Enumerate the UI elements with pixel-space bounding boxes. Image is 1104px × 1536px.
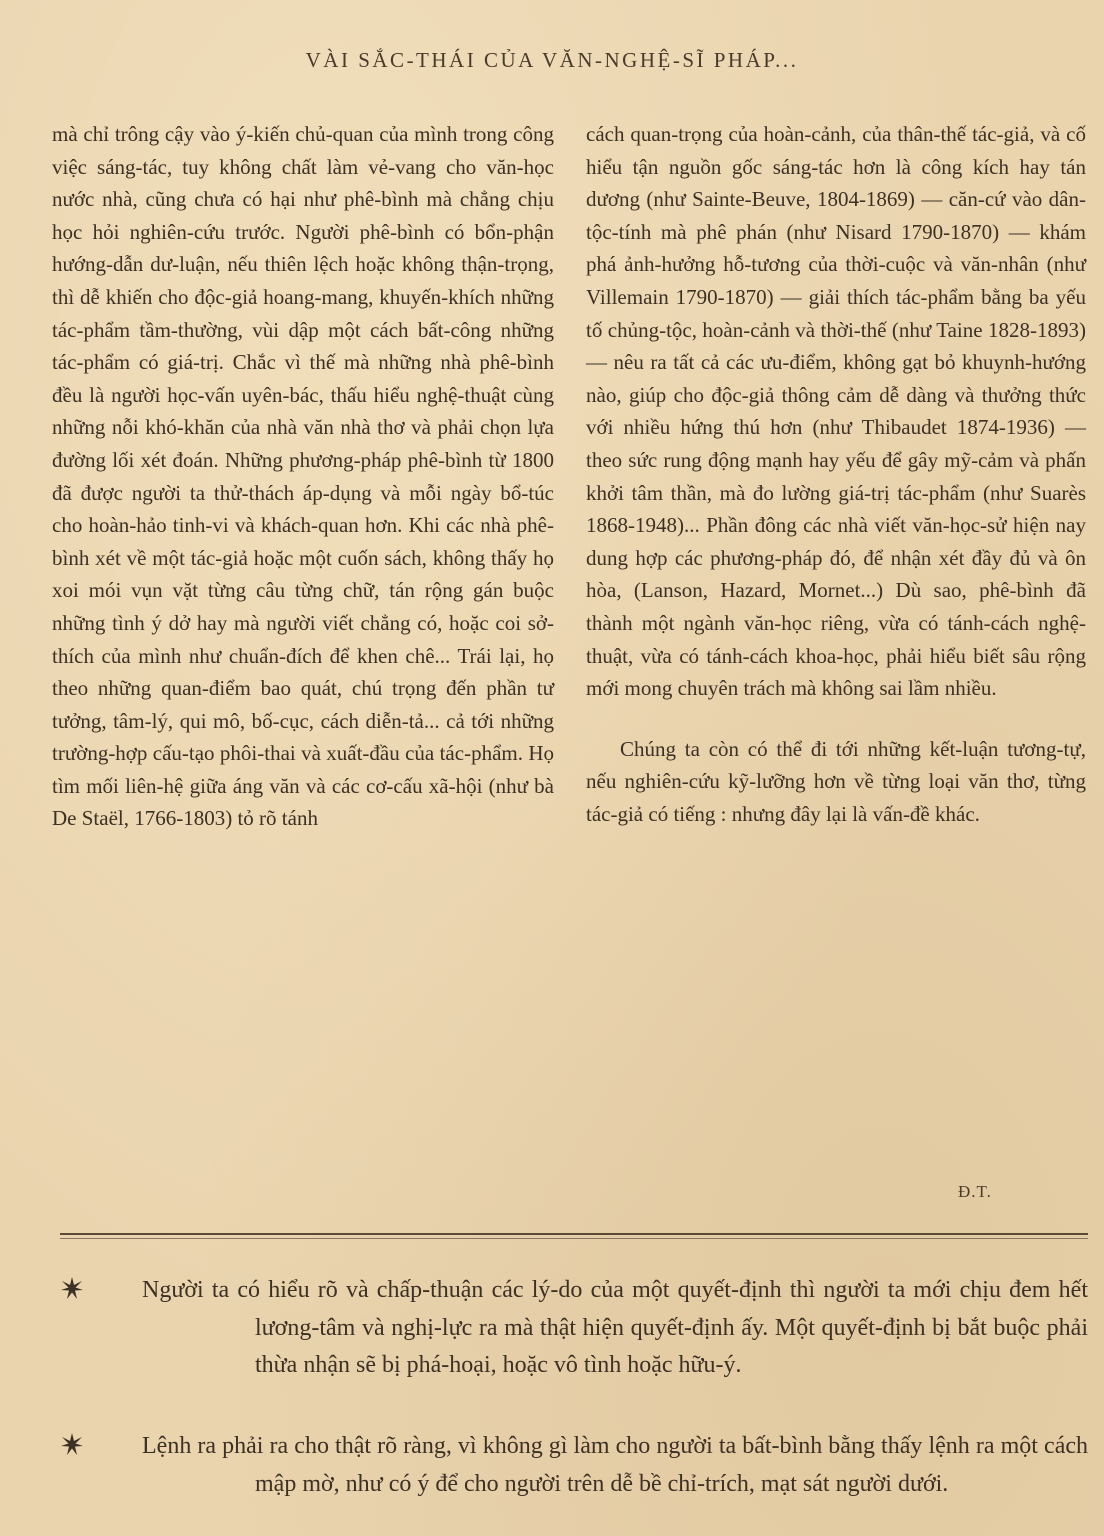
star-ornament-icon [60, 1432, 84, 1456]
article-paragraph: cách quan-trọng của hoàn-cảnh, của thân-thế tác-giả, và cố hiểu tận nguồn gốc sáng-tác hơn là công kích hay tán dương (như Sainte-Beuve, 1804-1869) — căn-cứ vào dân-tộc-tính mà phê phán (như Nisard 1790-1870) — khám phá ảnh-hưởng hỗ-tương của thời-cuộc và văn-nhân (như Villemain 1790-1870) — giải thích tác-phẩm bằng ba yếu tố chủng-tộc, hoàn-cảnh và thời-thế (như Taine 1828-1893) — nêu ra tất cả các ưu-điểm, không gạt bỏ khuynh-hướng nào, giúp cho độc-giả thông cảm dễ dàng và thưởng thức với nhiều hứng thú hơn (như Thibaudet 1874-1936) — theo sức rung động mạnh hay yếu để gây mỹ-cảm và phấn khởi tâm thần, mà đo lường giá-trị tác-phẩm (như Suarès 1868-1948)... Phần đông các nhà viết văn-học-sử hiện nay dung hợp các phương-pháp đó, để nhận xét đầy đủ và ôn hòa, (Lanson, Hazard, Mornet...) Dù sao, phê-bình đã thành một ngành văn-học riêng, vừa có tánh-cách nghệ-thuật, vừa có tánh-cách khoa-học, phải hiểu biết sâu rộng mới mong chuyên trách mà không sai lầm nhiều. [586, 122, 1086, 701]
maxim-text: Lệnh ra phải ra cho thật rõ ràng, vì không gì làm cho người ta bất-bình bằng thấy lệnh ra một cách mập mờ, như có ý để cho người trên dễ bề chỉ-trích, mạt sát người dưới. [142, 1433, 1088, 1497]
article-right-column [586, 118, 1086, 830]
author-signature: Đ.T. [958, 1182, 992, 1201]
section-divider-thin [60, 1238, 1088, 1239]
article-left-column [52, 118, 554, 835]
article-closing-paragraph: Chúng ta còn có thể đi tới những kết-luận tương-tự, nếu nghiên-cứu kỹ-lưỡng hơn về từng loại văn thơ, từng tác-giả có tiếng : nhưng đây lại là vấn-đề khác. [586, 736, 1086, 826]
article-paragraph: mà chỉ trông cậy vào ý-kiến chủ-quan của mình trong công việc sáng-tác, tuy không chất làm vẻ-vang cho văn-học nước nhà, cũng chưa có hại như phê-bình mà chẳng chịu học hỏi nghiên-cứu trước. Người phê-bình có bổn-phận hướng-dẫn dư-luận, nếu thiên lệch hoặc không thận-trọng, thì dễ khiến cho độc-giả hoang-mang, khuyến-khích những tác-phẩm tầm-thường, vùi dập một cách bất-công những tác-phẩm có giá-trị. Chắc vì thế mà những nhà phê-bình đều là người học-vấn uyên-bác, thấu hiểu nghệ-thuật cùng những nỗi khó-khăn của nhà văn nhà thơ và phải chọn lựa đường lối xét đoán. Những phương-pháp phê-bình từ 1800 đã được người ta thử-thách áp-dụng và mỗi ngày bổ-túc cho hoàn-hảo tinh-vi và khách-quan hơn. Khi các nhà phê-bình xét về một tác-giả hoặc một cuốn sách, không thấy họ xoi mói vụn vặt từng câu từng chữ, tán rộng gán buộc những tình ý dở hay mà người viết chẳng có, hoặc coi sở-thích của mình như chuẩn-đích để khen chê... Trái lại, họ theo những quan-điểm bao quát, chú trọng đến phần tư tưởng, tâm-lý, qui mô, bố-cục, cách diễn-tả... cả tới những trường-hợp cấu-tạo phôi-thai và xuất-đầu của tác-phẩm. Họ tìm mối liên-hệ giữa áng văn và các cơ-cấu xã-hội (như bà De Staël, 1766-1803) tỏ rõ tánh [52, 122, 554, 831]
maxim-text: Người ta có hiểu rõ và chấp-thuận các lý-do của một quyết-định thì người ta mới chịu đem hết lương-tâm và nghị-lực ra mà thật hiện quyết-định ấy. Một quyết-định bị bắt buộc phải thừa nhận sẽ bị phá-hoại, hoặc vô tình hoặc hữu-ý. [142, 1277, 1088, 1378]
running-header: VÀI SẮC-THÁI CỦA VĂN-NGHỆ-SĨ PHÁP... [305, 48, 799, 72]
star-ornament-icon [60, 1276, 84, 1300]
maxim-item [60, 1272, 1088, 1385]
section-divider [60, 1233, 1088, 1235]
maxim-item [60, 1428, 1088, 1503]
